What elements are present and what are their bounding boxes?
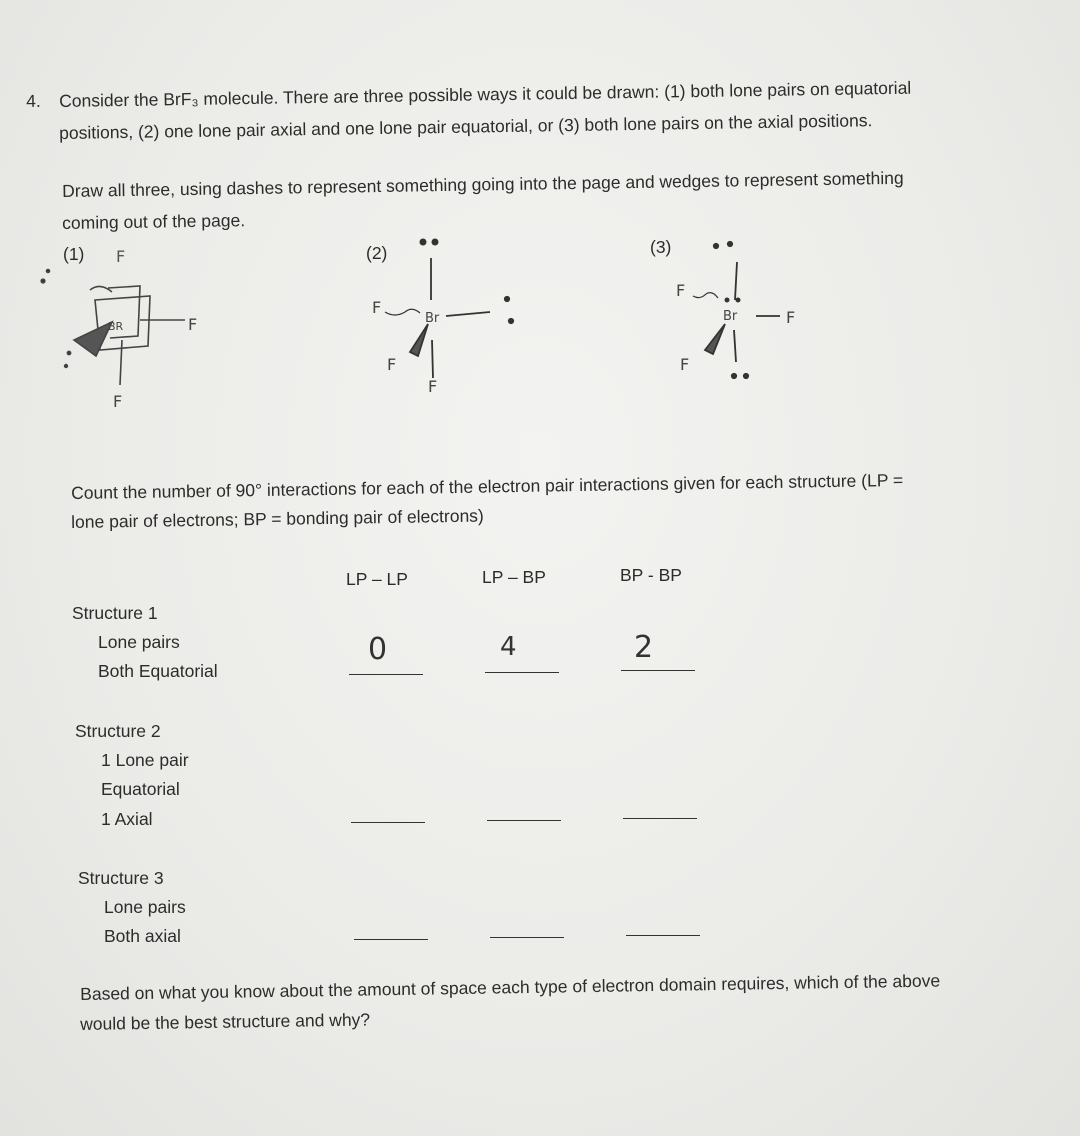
structure-2-desc-3: 1 Axial <box>101 809 153 829</box>
d3-f-right: F <box>786 308 796 327</box>
answer-1-lp-bp: 4 <box>500 632 517 662</box>
blank-2-lp-lp[interactable] <box>351 822 425 823</box>
drawing-label-1: (1) <box>63 244 85 264</box>
structure-2-desc-2: Equatorial <box>101 779 180 799</box>
d1-br: BR <box>108 320 124 333</box>
answer-1-lp-lp: 0 <box>368 632 388 667</box>
structure-3-desc-2: Both axial <box>104 926 181 946</box>
count-instruction-line1: Count the number of 90° interactions for each of the electron pair interactions given for each structure (LP = <box>71 469 904 503</box>
d1-f-bottom: F <box>113 392 123 411</box>
question-number: 4. <box>26 90 41 111</box>
structure-2-title: Structure 2 <box>75 721 161 741</box>
blank-1-lp-bp[interactable] <box>485 672 559 673</box>
structure-1-title: Structure 1 <box>72 603 158 623</box>
blank-2-lp-bp[interactable] <box>487 820 561 821</box>
header-lp-lp: LP – LP <box>346 569 408 589</box>
header-bp-bp: BP - BP <box>620 565 682 585</box>
question-intro-line2: positions, (2) one lone pair axial and one lone pair equatorial, or (3) both lone pairs on the axial positions. <box>59 110 873 143</box>
d3-f-left: F <box>676 281 686 300</box>
draw-instruction-line1: Draw all three, using dashes to represent something going into the page and wedges to represent something <box>62 167 904 201</box>
drawing-label-2: (2) <box>366 243 388 263</box>
answer-1-bp-bp: 2 <box>634 630 654 665</box>
final-question-line2: would be the best structure and why? <box>80 1009 371 1034</box>
structure-1-desc-1: Lone pairs <box>98 632 180 652</box>
blank-3-bp-bp[interactable] <box>626 935 700 936</box>
structure-3-desc-1: Lone pairs <box>104 897 186 917</box>
blank-1-lp-lp[interactable] <box>349 674 423 675</box>
final-question-line1: Based on what you know about the amount of space each type of electron domain requires, which of the above <box>80 970 941 1004</box>
blank-3-lp-bp[interactable] <box>490 937 564 938</box>
structure-1-desc-2: Both Equatorial <box>98 661 218 681</box>
drawing-label-3: (3) <box>650 237 672 257</box>
d2-f-left: F <box>372 298 382 317</box>
d2-br: Br <box>425 311 440 326</box>
blank-2-bp-bp[interactable] <box>623 818 697 819</box>
header-lp-bp: LP – BP <box>482 567 546 587</box>
count-instruction-line2: lone pair of electrons; BP = bonding pair of electrons) <box>71 505 484 532</box>
drawing-2-sketch <box>385 239 513 378</box>
structure-3-title: Structure 3 <box>78 868 164 888</box>
molecule-sketches <box>0 0 1080 460</box>
structure-2-desc-1: 1 Lone pair <box>101 750 189 770</box>
question-intro-line1: Consider the BrF₃ molecule. There are three possible ways it could be drawn: (1) both lone pairs on equatorial <box>59 77 912 111</box>
d1-f-top: F <box>116 247 126 266</box>
blank-3-lp-lp[interactable] <box>354 939 428 940</box>
d1-f-right: F <box>188 315 198 334</box>
d2-f-bottom: F <box>428 377 438 396</box>
d3-f-wedge: F <box>680 355 690 374</box>
blank-1-bp-bp[interactable] <box>621 670 695 671</box>
d3-br: Br <box>723 309 738 324</box>
draw-instruction-line2: coming out of the page. <box>62 210 246 233</box>
d2-f-wedge: F <box>387 355 397 374</box>
